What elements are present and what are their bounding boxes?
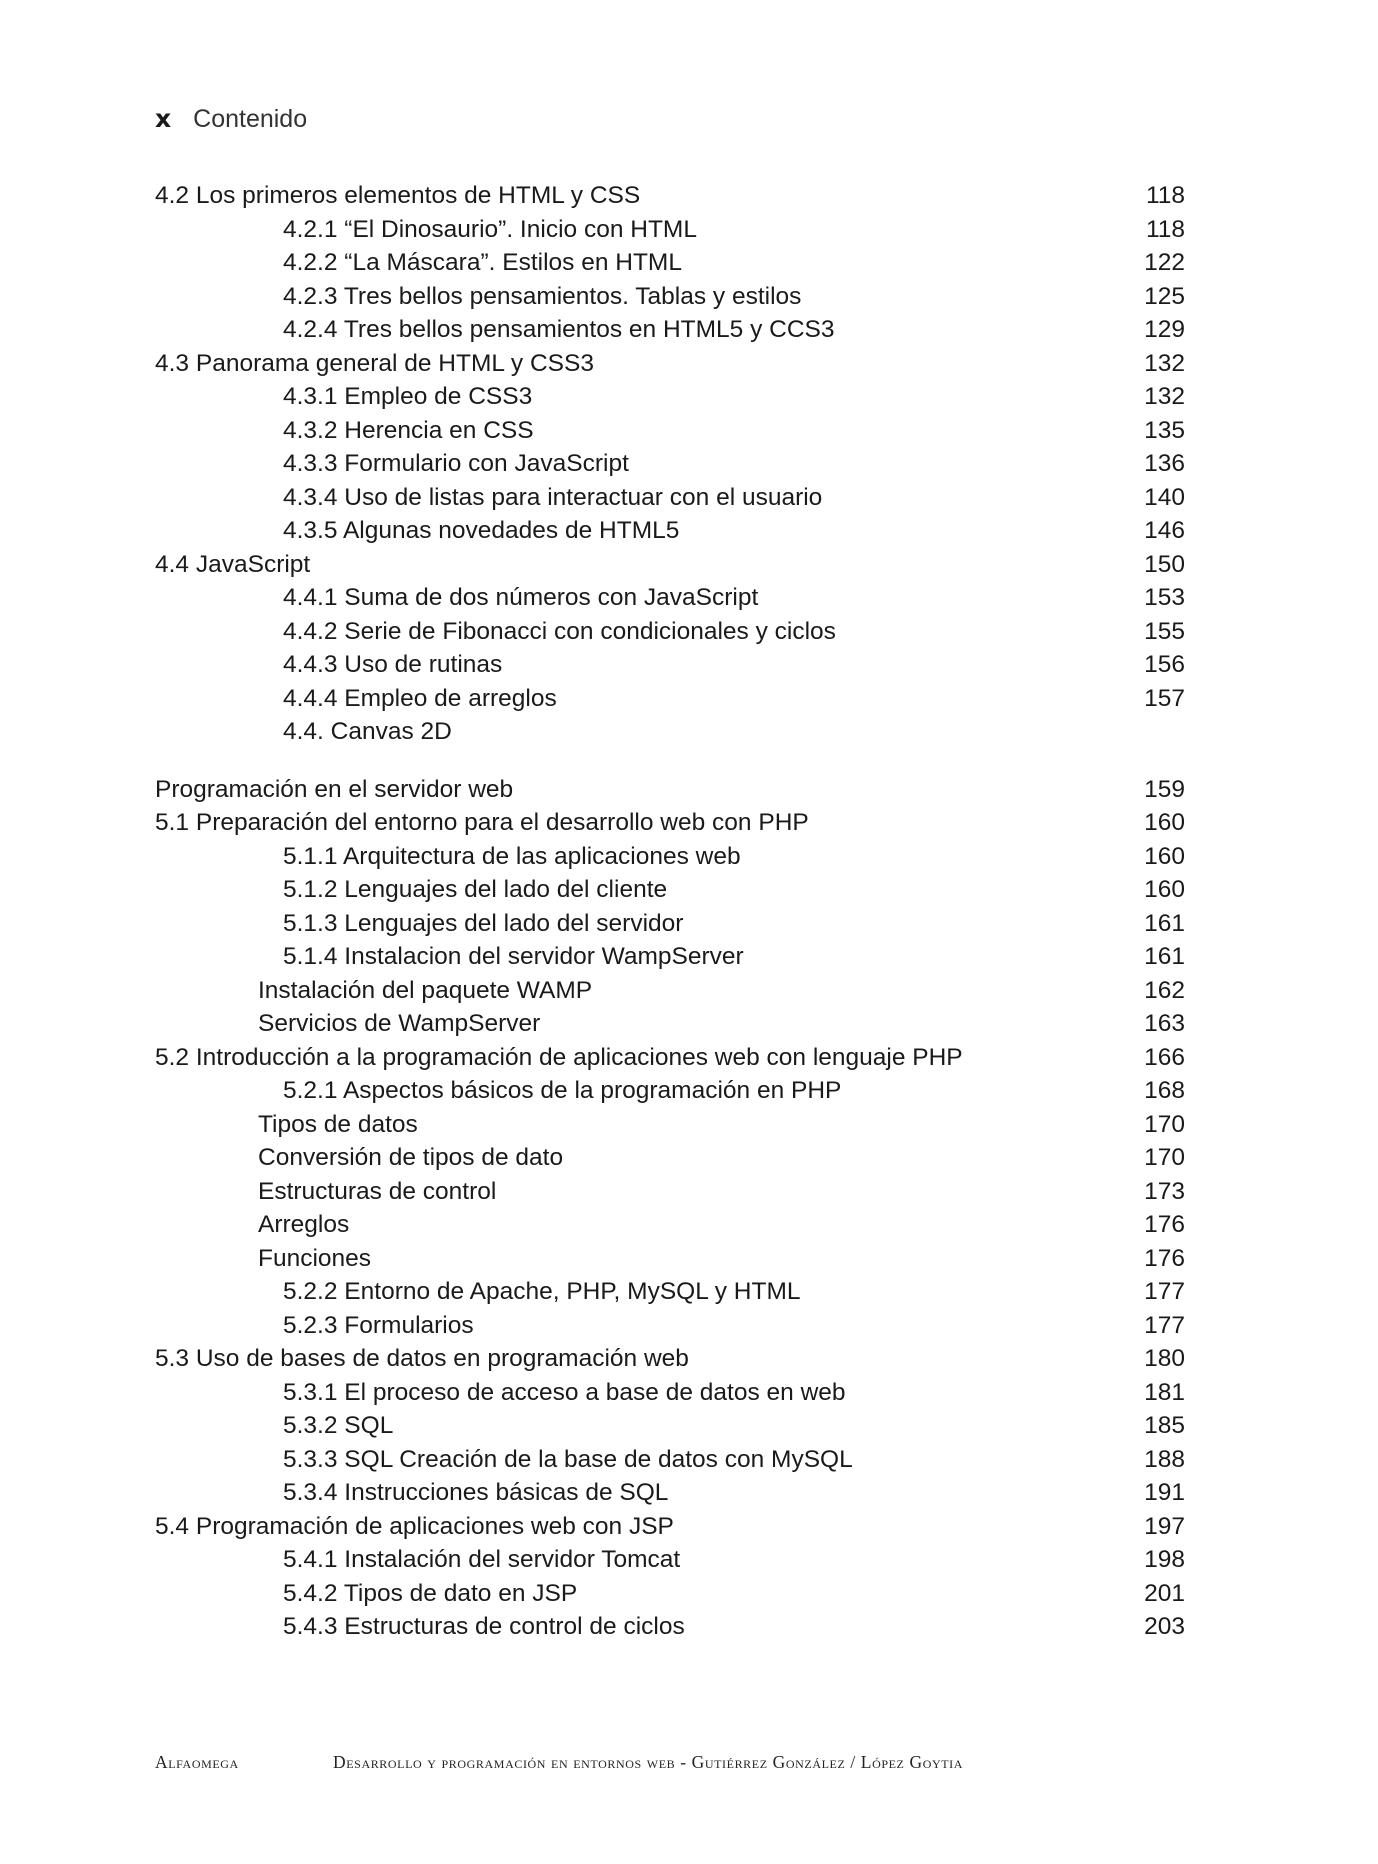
- toc-entry-page: 181: [1144, 1378, 1185, 1406]
- toc-entry: [155, 1175, 1185, 1209]
- toc-entry-page: 166: [1144, 1043, 1185, 1071]
- toc-entry-title: Tipos de datos: [258, 1110, 418, 1138]
- toc-entry-page: 191: [1144, 1479, 1185, 1506]
- toc-entry: [155, 548, 1185, 582]
- toc-entry-title: 4.3.1 Empleo de CSS3: [283, 383, 533, 410]
- toc-entry: [155, 1443, 1185, 1477]
- toc-entry-title: 5.4.1 Instalación del servidor Tomcat: [283, 1546, 681, 1573]
- toc-entry-page: 201: [1144, 1579, 1185, 1607]
- toc-entry-title: 5.2.2 Entorno de Apache, PHP, MySQL y HTML: [283, 1278, 801, 1305]
- toc-entry: [155, 246, 1185, 280]
- toc-entry-title: Programación en el servidor web: [155, 775, 514, 803]
- toc-entry: [155, 1543, 1185, 1577]
- toc-entry-page: 177: [1144, 1311, 1185, 1339]
- toc-entry: [155, 481, 1185, 515]
- toc-entry: [155, 907, 1185, 941]
- toc-entry: [155, 414, 1185, 448]
- toc-entry-page: 161: [1144, 909, 1185, 937]
- toc-entry-title: Estructuras de control: [258, 1177, 497, 1205]
- toc-entry-page: 135: [1144, 416, 1185, 444]
- toc-entry-title: 4.3.4 Uso de listas para interactuar con el usuario: [283, 483, 823, 511]
- toc-entry: [155, 313, 1185, 347]
- toc-entry-page: 156: [1144, 651, 1185, 678]
- toc-entry: [155, 380, 1185, 414]
- toc-entry-title: 5.4.2 Tipos de dato en JSP: [283, 1579, 578, 1607]
- toc-entry-title: 5.4.3 Estructuras de control de ciclos: [283, 1613, 685, 1640]
- toc-entry-title: Instalación del paquete WAMP: [258, 976, 593, 1004]
- toc-entry-title: 5.2.3 Formularios: [283, 1311, 474, 1339]
- toc-entry-title: Funciones: [258, 1244, 372, 1272]
- toc-entry-page: 153: [1144, 584, 1185, 611]
- toc-entry-title: 4.3.3 Formulario con JavaScript: [283, 450, 629, 477]
- toc-entry: [155, 1074, 1185, 1108]
- toc-entry-page: 161: [1144, 943, 1185, 970]
- toc-entry-page: 168: [1144, 1077, 1185, 1104]
- toc-entry-title: 4.4.2 Serie de Fibonacci con condicionales y ciclos: [283, 617, 836, 645]
- toc-entry-page: 150: [1144, 550, 1185, 578]
- toc-entry-page: 176: [1144, 1244, 1185, 1272]
- toc-entry: [155, 1610, 1185, 1644]
- toc-entry-page: 162: [1144, 976, 1185, 1004]
- toc-entry-page: 197: [1144, 1512, 1185, 1540]
- toc-entry-page: 160: [1144, 809, 1185, 836]
- page-footer: [155, 1752, 1185, 1782]
- toc-entry-title: 5.1.4 Instalacion del servidor WampServer: [283, 943, 744, 970]
- toc-entry-title: 5.3 Uso de bases de datos en programación web: [155, 1345, 689, 1372]
- toc-entry: [155, 873, 1185, 907]
- toc-entry-page: 170: [1144, 1144, 1185, 1171]
- toc-entry-page: 125: [1144, 282, 1185, 310]
- page-header: [155, 104, 307, 138]
- toc-entry-page: 203: [1144, 1613, 1185, 1640]
- toc-spacer: [155, 749, 1185, 773]
- table-of-contents: [155, 179, 1185, 1644]
- running-head: Contenido: [193, 105, 308, 133]
- toc-entry-page: 198: [1144, 1546, 1185, 1573]
- toc-entry: [155, 1108, 1185, 1142]
- toc-entry: [155, 447, 1185, 481]
- toc-entry-title: 4.3 Panorama general de HTML y CSS3: [155, 349, 594, 377]
- toc-entry-page: 173: [1144, 1177, 1185, 1205]
- toc-entry-page: 146: [1144, 517, 1185, 544]
- toc-entry-title: Conversión de tipos de dato: [258, 1144, 564, 1171]
- toc-entry: [155, 1577, 1185, 1611]
- page-number: x: [155, 104, 172, 133]
- toc-entry-title: Arreglos: [258, 1211, 350, 1238]
- toc-entry: [155, 347, 1185, 381]
- toc-entry-title: 5.3.2 SQL: [283, 1412, 394, 1439]
- toc-entry-page: 163: [1144, 1010, 1185, 1037]
- toc-entry-page: 157: [1144, 684, 1185, 712]
- toc-entry: [155, 1007, 1185, 1041]
- toc-entry-title: 5.1.2 Lenguajes del lado del cliente: [283, 876, 668, 903]
- toc-entry-page: 155: [1144, 617, 1185, 645]
- toc-entry-title: 5.2.1 Aspectos básicos de la programación en PHP: [283, 1077, 842, 1104]
- toc-entry-title: 4.4.1 Suma de dos números con JavaScript: [283, 584, 759, 611]
- footer-book-title: Desarrollo y programación en entornos web - Gutiérrez González / López Goytia: [333, 1752, 964, 1772]
- toc-entry-title: 5.4 Programación de aplicaciones web con JSP: [155, 1512, 674, 1540]
- toc-entry-title: 4.4.3 Uso de rutinas: [283, 651, 503, 678]
- toc-entry-page: 185: [1144, 1412, 1185, 1439]
- toc-entry: [155, 615, 1185, 649]
- toc-entry: [155, 648, 1185, 682]
- toc-entry-title: 5.3.3 SQL Creación de la base de datos con MySQL: [283, 1445, 853, 1473]
- toc-entry-title: 4.2.1 “El Dinosaurio”. Inicio con HTML: [283, 215, 697, 243]
- toc-entry: [155, 806, 1185, 840]
- toc-entry: [155, 1376, 1185, 1410]
- toc-entry-page: 132: [1144, 383, 1185, 410]
- toc-entry-title: 4.2 Los primeros elementos de HTML y CSS: [155, 182, 641, 209]
- toc-entry-title: 4.4. Canvas 2D: [283, 718, 452, 745]
- toc-entry: [155, 1041, 1185, 1075]
- toc-entry-title: 5.3.4 Instrucciones básicas de SQL: [283, 1479, 669, 1506]
- toc-entry-title: 4.2.4 Tres bellos pensamientos en HTML5 y CCS3: [283, 316, 835, 343]
- toc-entry-title: 5.1.3 Lenguajes del lado del servidor: [283, 909, 684, 937]
- toc-entry-title: 5.1.1 Arquitectura de las aplicaciones web: [283, 842, 741, 870]
- toc-entry: [155, 1275, 1185, 1309]
- toc-entry-page: 140: [1144, 483, 1185, 511]
- toc-entry-title: 4.3.5 Algunas novedades de HTML5: [283, 517, 680, 544]
- toc-entry-page: 136: [1144, 450, 1185, 477]
- toc-entry-page: 188: [1144, 1445, 1185, 1473]
- toc-entry-page: 180: [1144, 1345, 1185, 1372]
- toc-entry-page: 132: [1144, 349, 1185, 377]
- toc-entry: [155, 1510, 1185, 1544]
- toc-entry: [155, 1342, 1185, 1376]
- toc-entry-title: 5.2 Introducción a la programación de aplicaciones web con lenguaje PHP: [155, 1043, 963, 1071]
- toc-entry-title: 4.2.3 Tres bellos pensamientos. Tablas y estilos: [283, 282, 802, 310]
- toc-entry-page: 177: [1144, 1278, 1185, 1305]
- toc-entry: [155, 773, 1185, 807]
- toc-entry: [155, 840, 1185, 874]
- toc-entry-page: 159: [1144, 775, 1185, 803]
- toc-entry-title: 5.3.1 El proceso de acceso a base de datos en web: [283, 1378, 846, 1406]
- toc-entry-title: 4.2.2 “La Máscara”. Estilos en HTML: [283, 249, 682, 276]
- toc-entry: [155, 280, 1185, 314]
- toc-entry: [155, 1242, 1185, 1276]
- toc-entry-page: 122: [1144, 249, 1185, 276]
- toc-entry-title: Servicios de WampServer: [258, 1010, 541, 1037]
- toc-entry-page: 118: [1145, 215, 1185, 243]
- toc-entry: [155, 581, 1185, 615]
- toc-entry-page: 176: [1144, 1211, 1185, 1238]
- toc-entry: [155, 682, 1185, 716]
- toc-entry: [155, 715, 1185, 749]
- toc-entry: [155, 179, 1185, 213]
- toc-entry-page: 129: [1144, 316, 1185, 343]
- toc-entry: [155, 1309, 1185, 1343]
- toc-entry-title: 4.3.2 Herencia en CSS: [283, 416, 534, 444]
- toc-entry-page: 160: [1144, 842, 1185, 870]
- toc-entry: [155, 1141, 1185, 1175]
- toc-entry-page: 118: [1145, 182, 1185, 209]
- toc-entry-title: 4.4 JavaScript: [155, 550, 311, 578]
- toc-entry: [155, 1476, 1185, 1510]
- toc-entry: [155, 514, 1185, 548]
- toc-entry-page: 170: [1144, 1110, 1185, 1138]
- toc-entry-title: 4.4.4 Empleo de arreglos: [283, 684, 557, 712]
- toc-entry: [155, 940, 1185, 974]
- toc-entry-page: 160: [1144, 876, 1185, 903]
- toc-entry: [155, 213, 1185, 247]
- toc-entry: [155, 1409, 1185, 1443]
- toc-entry: [155, 974, 1185, 1008]
- footer-publisher: Alfaomega: [155, 1752, 239, 1772]
- toc-entry-title: 5.1 Preparación del entorno para el desarrollo web con PHP: [155, 809, 809, 836]
- toc-entry: [155, 1208, 1185, 1242]
